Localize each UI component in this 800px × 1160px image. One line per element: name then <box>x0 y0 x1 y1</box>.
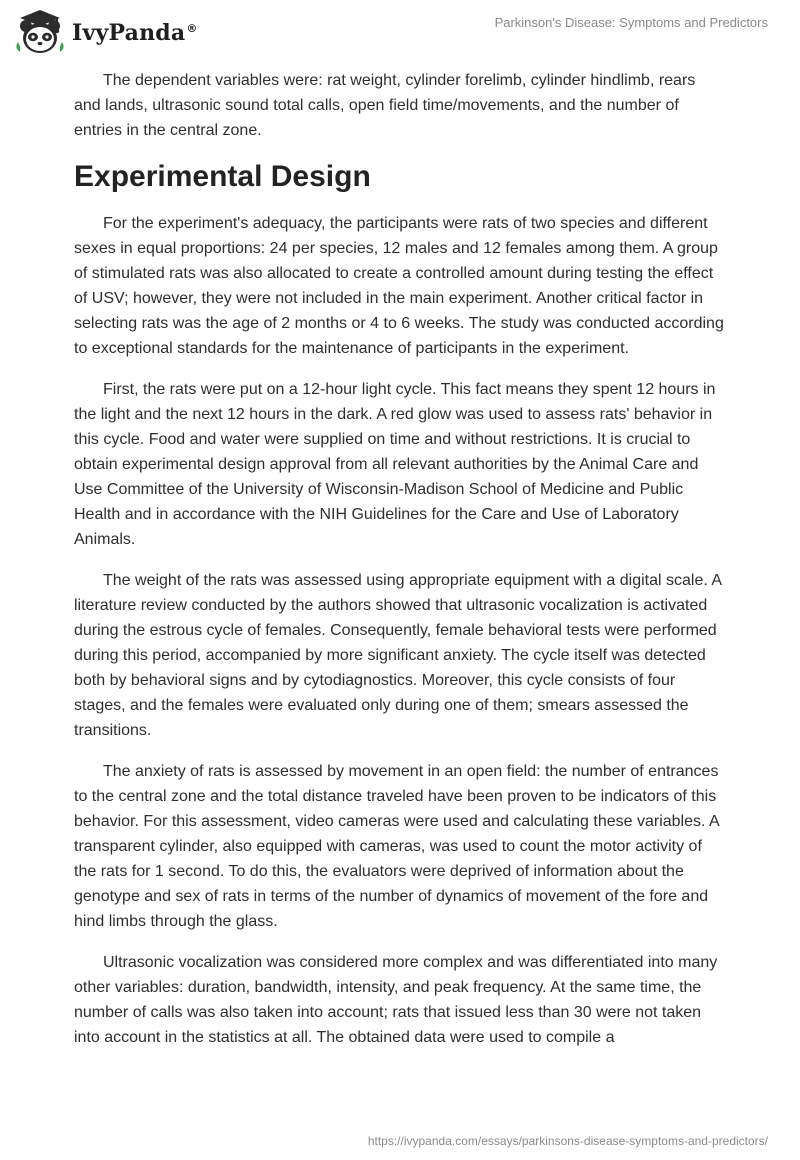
panda-logo-icon <box>12 8 68 56</box>
page-header <box>0 0 800 64</box>
body-paragraph: The weight of the rats was assessed using appropriate equipment with a digital scale. A literature review conducted by the authors showed that ultrasonic vocalization is activated during the estrous cycle of females. Consequently, female behavioral tests were performed during this period, accompanied by more significant anxiety. The cycle itself was detected both by behavioral signs and by cytodiagnostics. Moreover, this cycle consists of four stages, and the females were evaluated only during one of them; smears assessed the transitions. <box>74 572 722 739</box>
source-url[interactable]: https://ivypanda.com/essays/parkinsons-disease-symptoms-and-predictors/ <box>367 1134 768 1148</box>
body-paragraph: First, the rats were put on a 12-hour light cycle. This fact means they spent 12 hours in the light and the next 12 hours in the dark. A red glow was used to assess rats' behavior in this cycle. Food and water were supplied on time and without restrictions. It is crucial to obtain experimental design approval from all relevant authorities by the Animal Care and Use Committee of the University of Wisconsin-Madison School of Medicine and Public Health and in accordance with the NIH Guidelines for the Care and Use of Laboratory Animals. <box>74 381 716 548</box>
body-paragraph: For the experiment's adequacy, the participants were rats of two species and different sexes in equal proportions: 24 per species, 12 males and 12 females among them. A group of stimulated rats was also allocated to create a controlled amount during testing the effect of USV; however, they were not included in the main experiment. Another critical factor in selecting rats was the age of 2 months or 4 to 6 weeks. The study was conducted according to exceptional standards for the maintenance of participants in the experiment. <box>74 215 724 357</box>
document-title: Parkinson's Disease: Symptoms and Predictors <box>494 15 768 30</box>
brand-logo[interactable] <box>12 8 198 56</box>
brand-name-text: IvyPanda <box>72 20 186 46</box>
section-heading: Experimental Design <box>74 160 371 193</box>
intro-paragraph: The dependent variables were: rat weight, cylinder forelimb, cylinder hindlimb, rears and lands, ultrasonic sound total calls, open field time/movements, and the number of entries in the central zone. <box>74 72 696 139</box>
body-paragraph: The anxiety of rats is assessed by movement in an open field: the number of entrances to the central zone and the total distance traveled have been proven to be indicators of this behavior. For this assessment, video cameras were used and calculating these variables. A transparent cylinder, also equipped with cameras, was used to count the motor activity of the rats for 1 second. To do this, the evaluators were deprived of information about the genotype and sex of rats in terms of the number of dynamics of movement of the fore and hind limbs through the glass. <box>74 763 719 930</box>
essay-content <box>74 68 726 1066</box>
brand-name <box>72 20 198 46</box>
body-paragraph: Ultrasonic vocalization was considered more complex and was differentiated into many other variables: duration, bandwidth, intensity, and peak frequency. At the same time, the number of calls was also taken into account; rats that issued less than 30 were not taken into account in the statistics at all. The obtained data were used to compile a <box>74 954 718 1046</box>
registered-mark: ® <box>186 21 198 35</box>
